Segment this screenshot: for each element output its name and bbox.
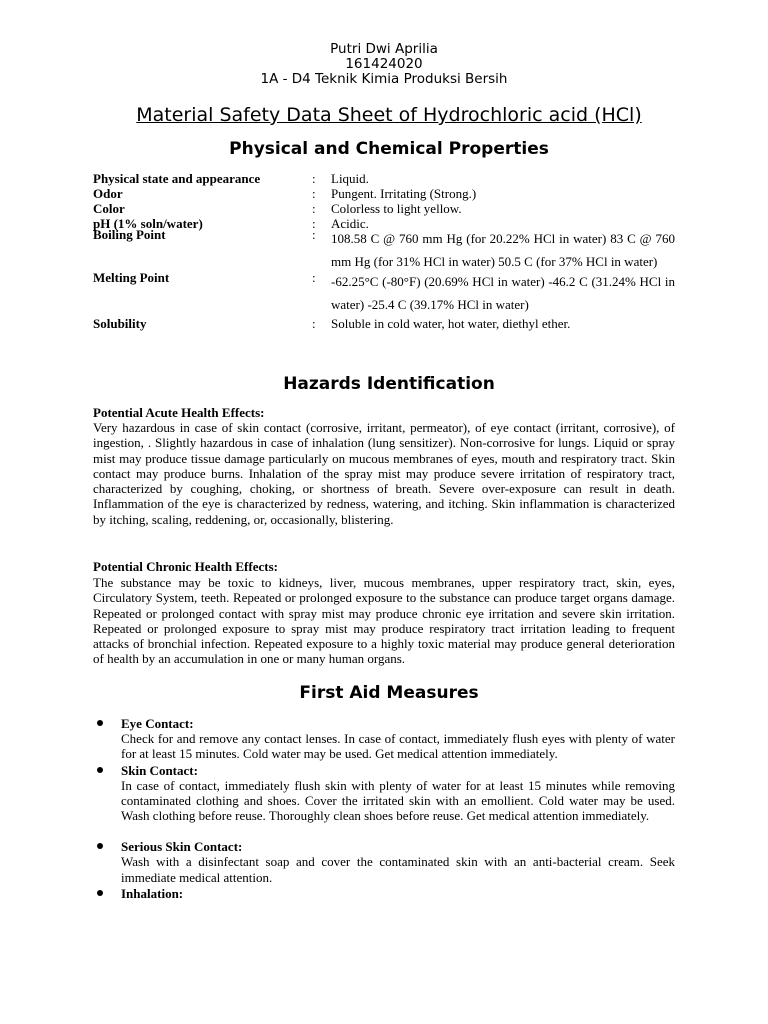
bullet-icon <box>97 890 103 896</box>
property-row-melting-point <box>93 270 675 316</box>
property-value: -62.25°C (-80°F) (20.69% HCl in water) -46.2 C (31.24% HCl in water) -25.4 C (39.17% HCl in water) <box>331 274 675 312</box>
author-class: 1A - D4 Teknik Kimia Produksi Bersih <box>260 71 508 87</box>
first-aid-text: In case of contact, immediately flush skin with plenty of water for at least 15 minutes while removing contaminated clothing and shoes. Cover the irritated skin with an emollient. Cold water may be used. Wash clothing before reuse. Thoroughly clean shoes before reuse. Get medical attention immediately. <box>121 777 675 824</box>
first-aid-item-eye <box>93 716 675 762</box>
property-row-physical-state <box>93 171 675 186</box>
property-label: Physical state and appearance <box>93 171 261 186</box>
property-colon: : <box>312 227 316 242</box>
property-label: Solubility <box>93 316 147 331</box>
first-aid-item-serious-skin <box>93 839 675 885</box>
property-colon: : <box>312 201 316 216</box>
bullet-icon <box>97 843 103 849</box>
first-aid-label: Serious Skin Contact: <box>121 839 243 855</box>
property-value: Liquid. <box>331 171 369 186</box>
property-row-boiling-point <box>93 227 675 273</box>
section-heading-hazards: Hazards Identification <box>283 374 495 394</box>
properties-table <box>93 171 675 331</box>
property-colon: : <box>312 270 316 285</box>
first-aid-text: Check for and remove any contact lenses. In case of contact, immediately flush eyes with plenty of water for at least 15 minutes. Cold water may be used. Get medical attention immediately. <box>121 731 675 762</box>
property-value: Acidic. <box>331 216 369 231</box>
property-value: Colorless to light yellow. <box>331 201 462 216</box>
property-label: Melting Point <box>93 270 170 285</box>
property-row-color <box>93 201 675 216</box>
property-row-solubility <box>93 316 675 331</box>
section-heading-physical: Physical and Chemical Properties <box>229 139 549 159</box>
first-aid-label: Skin Contact: <box>121 762 198 778</box>
section-heading-first-aid: First Aid Measures <box>299 683 479 703</box>
bullet-icon <box>97 720 103 726</box>
property-label: Boiling Point <box>93 227 166 242</box>
chronic-effects-heading: Potential Chronic Health Effects: <box>93 559 278 574</box>
property-value: 108.58 C @ 760 mm Hg (for 20.22% HCl in water) 83 C @ 760 mm Hg (for 31% HCl in water) 50.5 C (for 37% HCl in water) <box>331 231 675 269</box>
property-value: Pungent. Irritating (Strong.) <box>331 186 477 201</box>
first-aid-item-skin <box>93 763 675 824</box>
first-aid-label: Inhalation: <box>121 886 184 902</box>
first-aid-list <box>93 716 675 901</box>
property-colon: : <box>312 171 316 186</box>
property-label: Color <box>93 201 125 216</box>
bullet-icon <box>97 767 103 773</box>
first-aid-item-inhalation <box>93 886 675 901</box>
acute-effects-text: Very hazardous in case of skin contact (corrosive, irritant, permeator), of eye contact (irritant, corrosive), of ingestion, . Slightly hazardous in case of inhalation (lung sensitizer). Non-corrosive for lungs. Liquid or spray mist may produce tissue damage particularly on mucous membranes of eyes, mouth and respiratory tract. Skin contact may produce burns. Inhalation of the spray mist may produce severe irritation of respiratory tract, characterized by coughing, choking, or shortness of breath. Severe over-exposure can result in death. Inflammation of the eye is characterized by redness, watering, and itching. Skin inflammation is characterized by itching, scaling, reddening, or, occasionally, blistering. <box>93 420 675 527</box>
author-header <box>0 42 768 87</box>
property-colon: : <box>312 186 316 201</box>
author-id: 161424020 <box>345 56 423 72</box>
property-row-odor <box>93 186 675 201</box>
property-label: Odor <box>93 186 123 201</box>
first-aid-text: Wash with a disinfectant soap and cover the contaminated skin with an anti-bacterial cream. Seek immediate medical attention. <box>121 854 675 885</box>
property-value: Soluble in cold water, hot water, diethyl ether. <box>331 316 571 331</box>
author-name: Putri Dwi Aprilia <box>330 41 438 57</box>
property-colon: : <box>312 316 316 331</box>
first-aid-label: Eye Contact: <box>121 716 194 731</box>
property-label: pH (1% soln/water) <box>93 216 203 231</box>
document-title: Material Safety Data Sheet of Hydrochloric acid (HCl) <box>136 104 642 126</box>
acute-effects-heading: Potential Acute Health Effects: <box>93 405 265 420</box>
property-colon: : <box>312 216 316 231</box>
chronic-effects-text: The substance may be toxic to kidneys, liver, mucous membranes, upper respiratory tract, skin, eyes, Circulatory System, teeth. Repeated or prolonged exposure to the substance can produce target organs damage. Repeated or prolonged contact with spray mist may produce chronic eye irritation and severe skin irritation. Repeated or prolonged exposure to spray mist may produce respiratory tract irritation leading to frequent attacks of bronchial infection. Repeated exposure to a highly toxic material may produce general deterioration of health by an accumulation in one or many human organs. <box>93 575 675 667</box>
